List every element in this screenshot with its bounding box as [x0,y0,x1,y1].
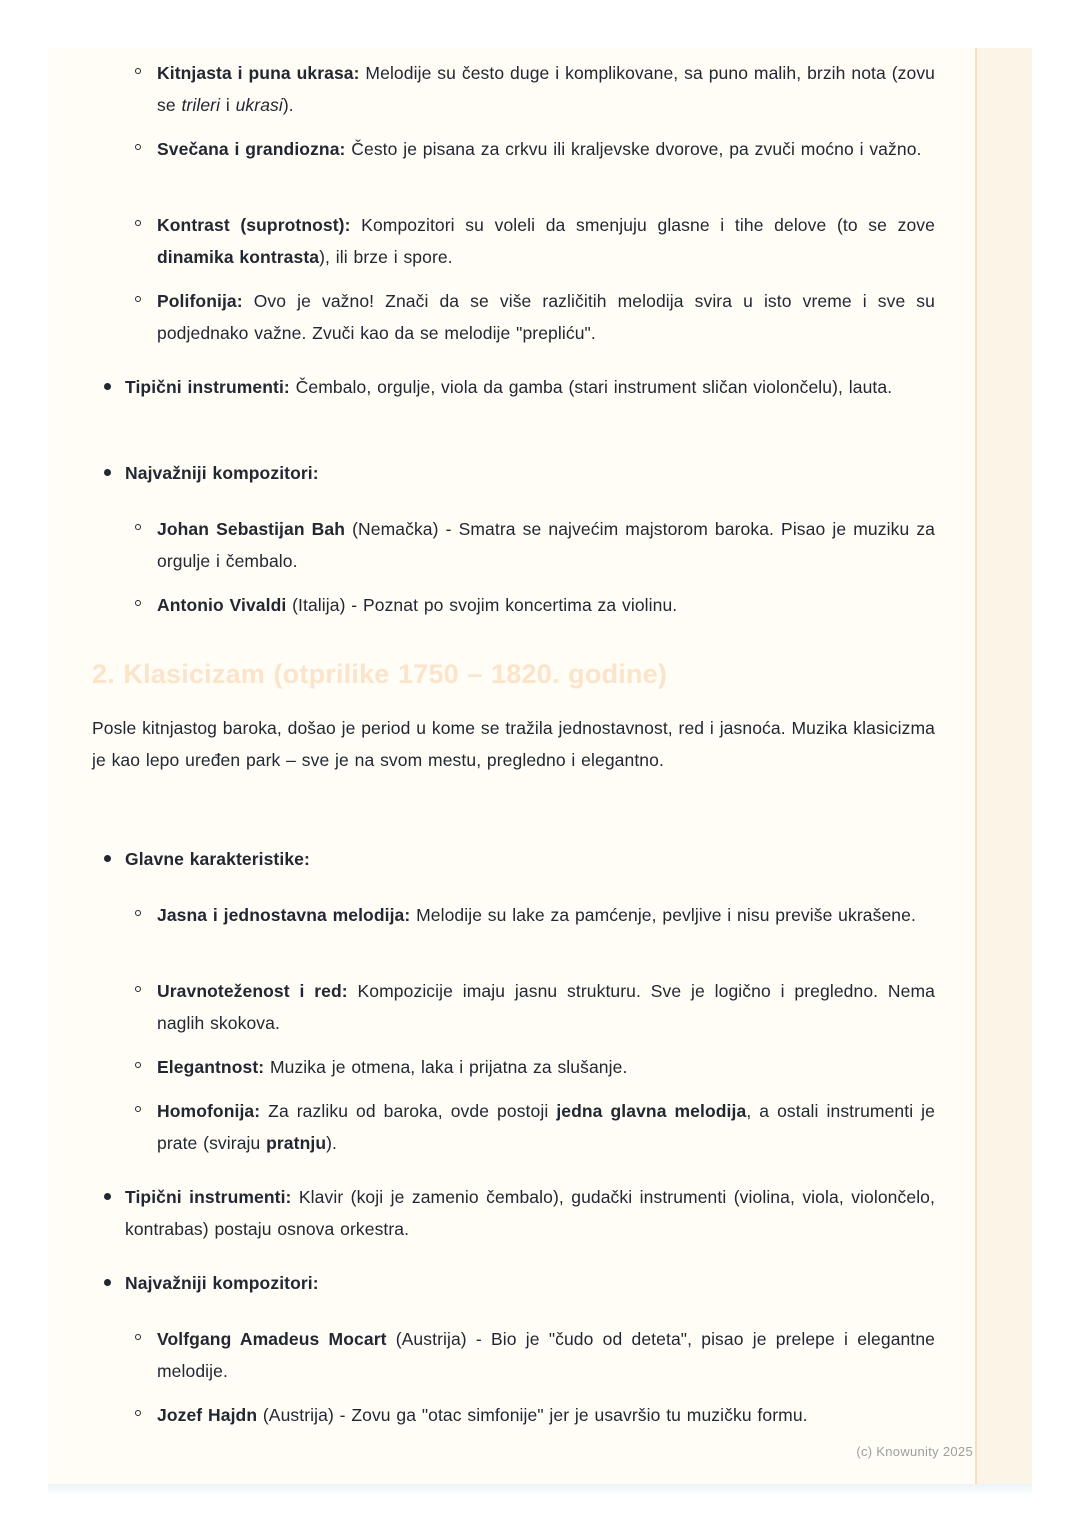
text-run: ), ili brze i spore. [319,247,453,267]
bold-text-run: Homofonija: [157,1101,261,1121]
bold-text-run: Svečana i grandiozna: [157,139,346,159]
list-item [92,1095,935,1159]
classicism-composers-list [92,1323,935,1463]
bullet-icon [104,383,111,390]
circle-bullet-icon [135,600,141,606]
text-run: Kompozitori su voleli da smenjuju glasne i tihe delove (to se zove [350,215,935,235]
bullet-icon [104,855,111,862]
text-run: ). [326,1133,338,1153]
list-item-text [157,981,935,1033]
bullet-icon [104,1193,111,1200]
document-page [48,48,1032,1484]
circle-bullet-icon [135,1106,141,1112]
text-run: Klavir (koji je zamenio čembalo), gudački instrumenti (violina, viola, violončelo, kontrabas) postaju osnova orkestra. [125,1187,935,1239]
bold-text-run: jedna glavna melodija [556,1101,747,1121]
text-run: Ovo je važno! Znači da se više različitih melodija svira u isto vreme i sve su podjednako važne. Zvuči kao da se melodije "prepliću". [157,291,935,343]
list-item-text [157,1405,808,1425]
bold-text-run: Jasna i jednostavna melodija: [157,905,411,925]
circle-bullet-icon [135,68,141,74]
circle-bullet-icon [135,1410,141,1416]
list-item-text [157,63,935,115]
baroque-characteristics-list [92,57,935,349]
italic-text-run: trileri [181,95,221,115]
list-item-text [125,1187,935,1239]
bold-text-run: Glavne karakteristike: [125,849,310,869]
list-item-text [125,1273,319,1293]
circle-bullet-icon [135,1334,141,1340]
list-item [92,843,935,875]
bold-text-run: Najvažniji kompozitori: [125,463,319,483]
bullet-icon [104,469,111,476]
text-run: i [220,95,236,115]
text-run: Melodije su lake za pamćenje, pevljive i nisu previše ukrašene. [410,905,916,925]
circle-bullet-icon [135,986,141,992]
text-run: Muzika je otmena, laka i prijatna za slušanje. [264,1057,628,1077]
page-content [92,48,935,1463]
list-item-text [157,519,935,571]
circle-bullet-icon [135,220,141,226]
list-item-text [157,139,921,159]
list-item [92,457,935,489]
classicism-characteristics-list [92,899,935,1159]
list-item [92,209,935,273]
text-run: , a ostali instrumenti je prate (sviraju [157,1101,935,1153]
list-item-text [157,1101,935,1153]
text-run: (Nemačka) - Smatra se najvećim majstorom baroka. Pisao je muziku za orgulje i čembalo. [157,519,936,571]
circle-bullet-icon [135,296,141,302]
list-item [92,1323,935,1387]
list-item [92,1051,935,1083]
list-item [92,57,935,121]
italic-text-run: ukrasi [235,95,283,115]
list-item [92,1399,935,1463]
text-run: (Italija) - Poznat po svojim koncertima za violinu. [286,595,678,615]
section-heading: 2. Klasicizam (otprilike 1750 – 1820. godine) [92,659,668,689]
list-item-text [157,595,677,615]
list-item [92,589,935,621]
bold-text-run: Johan Sebastijan Bah [157,519,346,539]
list-item-text [157,1329,935,1381]
list-item-text [125,849,310,869]
bold-text-run: Polifonija: [157,291,243,311]
right-margin-strip [975,48,1032,1484]
list-item-text [157,905,916,925]
circle-bullet-icon [135,910,141,916]
list-item [92,285,935,349]
text-run: (Austrija) - Bio je "čudo od deteta", pisao je prelepe i elegantne melodije. [157,1329,935,1381]
bold-text-run: Antonio Vivaldi [157,595,287,615]
bold-text-run: Tipični instrumenti: [125,1187,292,1207]
list-item [92,1181,935,1245]
bold-text-run: pratnju [266,1133,327,1153]
bold-text-run: Volfgang Amadeus Mocart [157,1329,387,1349]
list-item-text [125,377,892,397]
list-item-text [125,463,319,483]
list-item [92,371,935,435]
baroque-composers-list [92,513,935,621]
list-item-text [157,215,935,267]
text-run: ). [282,95,294,115]
list-item [92,899,935,963]
list-item-text [157,291,935,343]
bold-text-run: Jozef Hajdn [157,1405,258,1425]
text-run: (Austrija) - Zovu ga "otac simfonije" jer je usavršio tu muzičku formu. [257,1405,808,1425]
circle-bullet-icon [135,524,141,530]
list-item [92,513,935,577]
bold-text-run: Elegantnost: [157,1057,265,1077]
text-run: Kompozicije imaju jasnu strukturu. Sve je logično i pregledno. Nema naglih skokova. [157,981,936,1033]
list-item [92,1267,935,1299]
bold-text-run: Kontrast (suprotnost): [157,215,351,235]
text-run: Često je pisana za crkvu ili kraljevske dvorove, pa zvuči moćno i važno. [345,139,922,159]
text-run: Čembalo, orgulje, viola da gamba (stari instrument sličan violončelu), lauta. [289,377,893,397]
list-item [92,133,935,197]
circle-bullet-icon [135,144,141,150]
bullet-icon [104,1279,111,1286]
bold-text-run: Najvažniji kompozitori: [125,1273,319,1293]
bold-text-run: Tipični instrumenti: [125,377,290,397]
list-item [92,975,935,1039]
bold-text-run: dinamika kontrasta [157,247,320,267]
bold-text-run: Uravnoteženost i red: [157,981,348,1001]
page-bottom-shadow [48,1484,1032,1496]
circle-bullet-icon [135,1062,141,1068]
copyright-watermark: (c) Knowunity 2025 [856,1444,973,1459]
bold-text-run: Kitnjasta i puna ukrasa: [157,63,360,83]
intro-paragraph: Posle kitnjastog baroka, došao je period u kome se tražila jednostavnost, red i jasnoća. Muzika klasicizma je kao lepo uređen park – sve je na svom mestu, pregledno i elegantno. [92,718,935,770]
text-run: Melodije su često duge i komplikovane, sa puno malih, brzih nota (zovu se [157,63,935,115]
list-item-text [157,1057,627,1077]
text-run: Za razliku od baroka, ovde postoji [260,1101,557,1121]
